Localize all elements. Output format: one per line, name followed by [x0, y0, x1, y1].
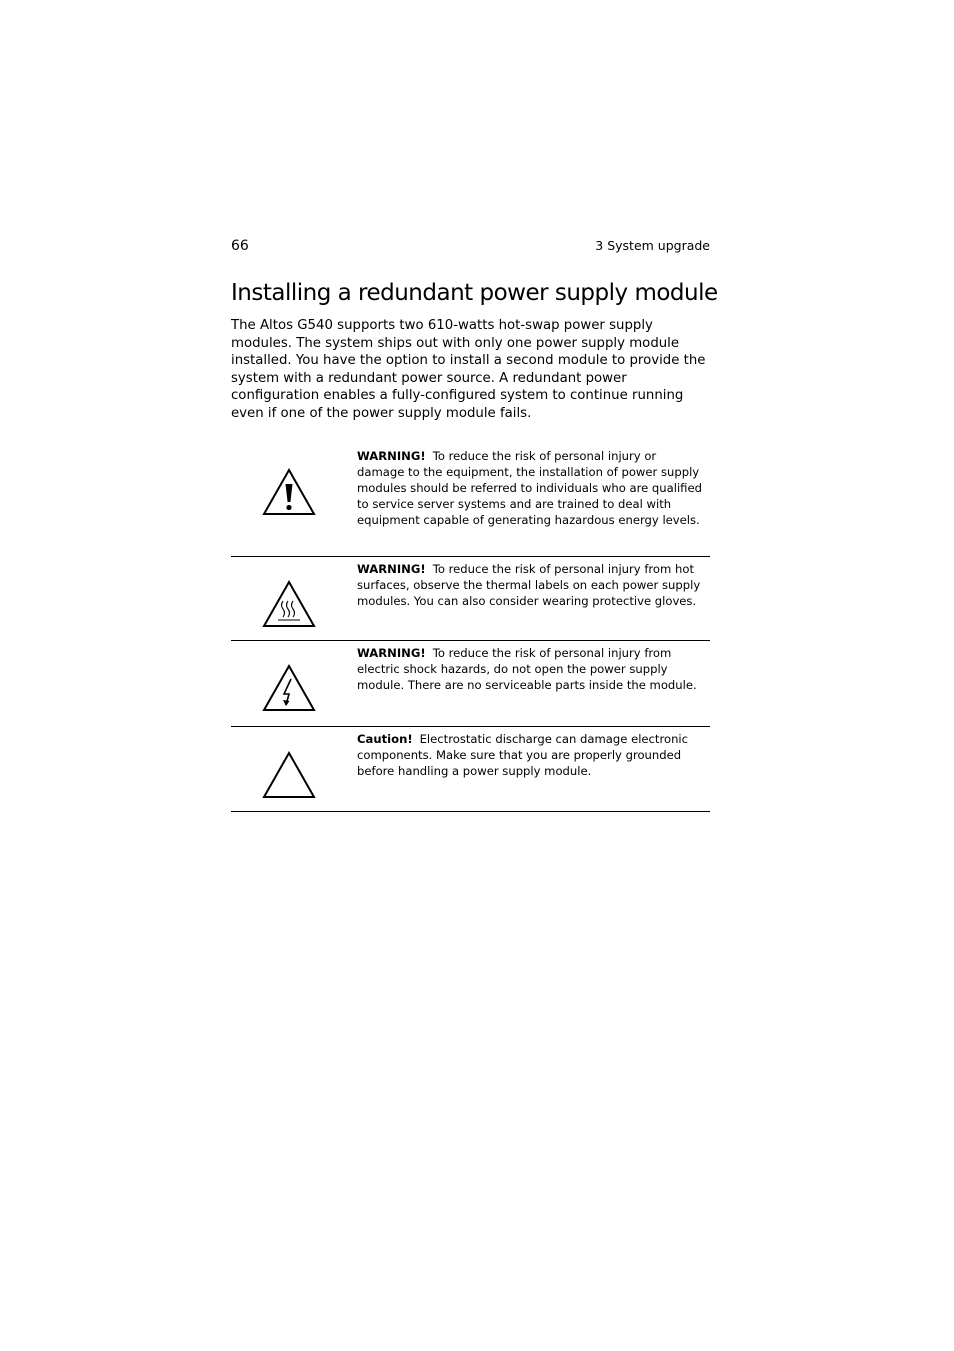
notice-text — [357, 448, 703, 528]
notice-label: WARNING! — [357, 562, 426, 576]
intro-paragraph: The Altos G540 supports two 610-watts hot-swap power supply modules. The system ships out with only one power supply module installed. You have the option to install a second module to provide the system with a redundant power source. A redundant power configuration enables a fully-configured system to continue running even if one of the power supply module fails. — [231, 318, 706, 421]
notice-text — [357, 561, 703, 609]
chapter-title: 3 System upgrade — [595, 238, 710, 253]
notice-row — [231, 443, 710, 557]
notice-label: WARNING! — [357, 646, 426, 660]
notice-body: Electrostatic discharge can damage electronic components. Make sure that you are properly grounded before handling a power supply module. — [357, 732, 689, 779]
notice-row — [231, 557, 710, 641]
hot-surface-icon — [261, 579, 317, 629]
notice-text — [357, 731, 703, 779]
electric-shock-icon — [261, 663, 317, 713]
section-heading: Installing a redundant power supply module — [231, 280, 718, 306]
notice-body: To reduce the risk of personal injury from hot surfaces, observe the thermal labels on each power supply modules. You can also consider wearing protective gloves. — [357, 562, 701, 609]
notice-label: Caution! — [357, 732, 413, 746]
notice-row — [231, 727, 710, 812]
notice-list — [231, 443, 710, 812]
notice-text — [357, 645, 703, 693]
notice-body: To reduce the risk of personal injury from electric shock hazards, do not open the power supply module. There are no serviceable parts inside the module. — [357, 646, 697, 693]
notice-body: To reduce the risk of personal injury or damage to the equipment, the installation of power supply modules should be referred to individuals who are qualified to service server systems and are trained to deal with equipment capable of generating hazardous energy levels. — [357, 449, 702, 528]
page-number: 66 — [231, 238, 249, 254]
warning-exclamation-icon — [261, 467, 317, 517]
notice-label: WARNING! — [357, 449, 426, 463]
notice-row — [231, 641, 710, 727]
caution-triangle-icon — [261, 750, 317, 800]
